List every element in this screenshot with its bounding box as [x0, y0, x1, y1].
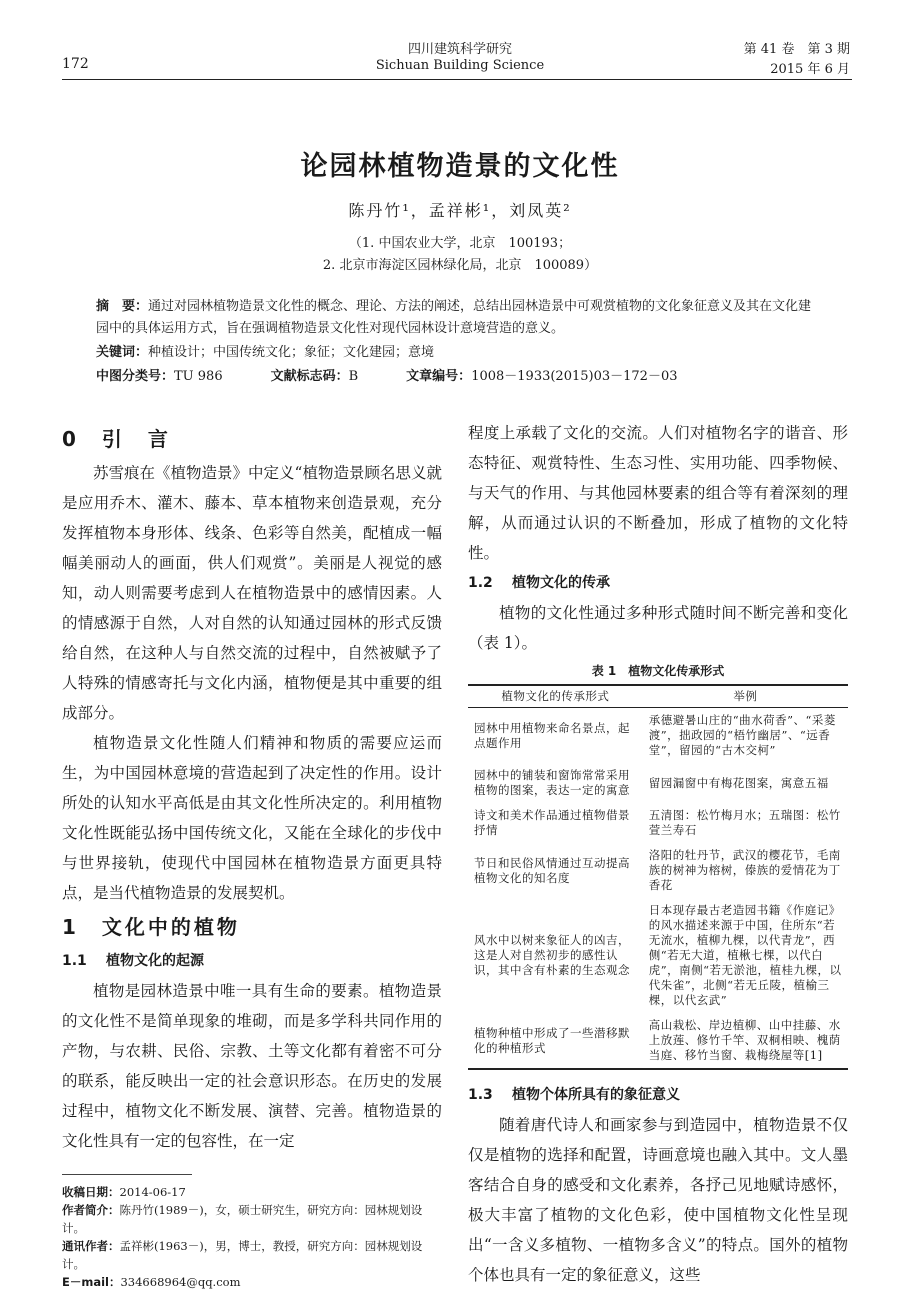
table-row	[468, 763, 848, 803]
left-column	[62, 420, 442, 1291]
subsection-number: 1.2	[468, 575, 493, 591]
paragraph: 植物是园林造景中唯一具有生命的要素。植物造景的文化性不是简单现象的堆砌，而是多学科共同作用的产物，与农耕、民俗、宗教、土等文化都有着密不可分的联系，能反映出一定的社会意识形态。在历史的发展过程中，植物文化不断发展、演替、完善。植物造景的文化性具有一定的包容性，在一定	[62, 982, 442, 1150]
table-caption: 表 1 植物文化传承形式	[591, 664, 725, 678]
subsection-number: 1.3	[468, 1087, 493, 1103]
table-cell-form: 园林中的铺装和窗饰常常采用植物的图案，表达一定的寓意	[474, 768, 630, 797]
table-plant-culture	[468, 684, 848, 1070]
table-row	[468, 898, 848, 1013]
paragraph: 程度上承载了文化的交流。人们对植物名字的谐音、形态特征、观赏特性、生态习性、实用功能、四季物候、与天气的作用、与其他园林要素的组合等有着深刻的理解，从而通过认识的不断叠加，形成了植物的文化特性。	[468, 424, 848, 562]
volume: 第 41 卷 第 3 期	[743, 42, 850, 57]
keywords-text: 种植设计；中国传统文化；象征；文化建园；意境	[148, 345, 435, 360]
article-number: 1008－1933(2015)03－172－03	[471, 369, 678, 384]
footnote-rule	[62, 1174, 192, 1175]
keywords-label: 关键词：	[96, 345, 149, 360]
bio-label: 作者简介：	[62, 1203, 120, 1217]
article-label: 文章编号：	[406, 369, 472, 384]
corr-label: 通讯作者：	[62, 1239, 120, 1253]
page-number: 172	[62, 56, 89, 72]
subsection-heading-1-2	[468, 568, 848, 598]
table-row	[468, 803, 848, 843]
right-column	[468, 418, 848, 1290]
doc-code: B	[348, 369, 359, 384]
paragraph: 随着唐代诗人和画家参与到造园中，植物造景不仅仅是植物的选择和配置，诗画意境也融入其中。文人墨客结合自身的感受和文化素养，各抒己见地赋诗感怀，极大丰富了植物的文化色彩，使中国植物文化性呈现出“一含义多植物、一植物多含义”的特点。国外的植物个体也具有一定的象征意义，这些	[468, 1116, 848, 1284]
author-bio: 陈丹竹(1989－)，女，硕士研究生，研究方向：园林规划设计。	[62, 1203, 423, 1235]
classification	[96, 366, 824, 388]
subsection-title: 植物个体所具有的象征意义	[512, 1087, 680, 1103]
table-cell-example: 留园漏窗中有梅花图案，寓意五福	[648, 775, 829, 790]
table-cell-form: 园林中用植物来命名景点，起点题作用	[474, 720, 630, 750]
table-cell-form: 风水中以树来象征人的凶吉，这是人对自然初步的感性认识，其中含有朴素的生态观念	[474, 933, 630, 977]
affiliation-2: 2. 北京市海淀区园林绿化局，北京 100089）	[322, 258, 598, 273]
doc-label: 文献标志码：	[270, 369, 349, 384]
table-cell-example: 洛阳的牡丹节，武汉的樱花节，毛南族的树神为榕树，傣族的爱情花为丁香花	[648, 848, 841, 892]
paragraph: 植物的文化性通过多种形式随时间不断完善和变化（表 1）。	[468, 604, 848, 652]
abstract-text: 通过对园林植物造景文化性的概念、理论、方法的阐述，总结出园林造景中可观赏植物的文化象征意义及其在文化建园中的具体运用方式，旨在强调植物造景文化性对现代园林设计意境营造的意义。	[96, 299, 812, 336]
footnotes	[62, 1183, 442, 1291]
subsection-heading-1-3	[468, 1080, 848, 1110]
table-cell-example: 高山栽松、岸边植柳、山中挂藤、水上放莲、修竹千竿、双桐相映、槐荫当庭、移竹当窗、栽梅绕屋等[1]	[643, 1013, 848, 1069]
table-row	[468, 1013, 848, 1069]
journal-title-en: Sichuan Building Science	[375, 58, 545, 73]
table-row	[468, 843, 848, 898]
table-row	[468, 708, 848, 764]
table-cell-form: 诗文和美术作品通过植物借景抒情	[474, 808, 630, 837]
table-cell-form: 节日和民俗风情通过互动提高植物文化的知名度	[474, 855, 630, 885]
section-heading-intro: 0 引 言	[62, 427, 171, 451]
clc-code: TU 986	[174, 369, 223, 384]
table-cell-example: 承德避暑山庄的“曲水荷香”、“采菱渡”，拙政园的“梧竹幽居”、“远香堂”，留园的“古木交柯”	[648, 713, 836, 757]
clc-label: 中图分类号：	[96, 369, 175, 384]
header-rule	[62, 79, 852, 80]
corresponding-author: 孟祥彬(1963－)，男，博士，教授，研究方向：园林规划设计。	[62, 1239, 423, 1271]
table-header: 举例	[643, 685, 848, 708]
paragraph: 苏雪痕在《植物造景》中定义“植物造景顾名思义就是应用乔木、灌木、藤本、草本植物来创造景观，充分发挥植物本身形体、线条、色彩等自然美，配植成一幅幅美丽动人的画面，供人们观赏”。美丽是人视觉的感知，动人则需要考虑到人在植物造景中的感情因素。人的情感源于自然，人对自然的认知通过园林的形式反馈给自然，在这种人与自然交流的过程中，自然被赋予了人特殊的情感寄托与文化内涵，植物便是其中重要的组成部分。	[62, 464, 442, 722]
subsection-title: 植物文化的起源	[106, 953, 204, 969]
issue-date: 2015 年 6 月	[770, 62, 850, 77]
subsection-title: 植物文化的传承	[512, 575, 610, 591]
table-header: 植物文化的传承形式	[468, 685, 643, 708]
keywords	[96, 342, 824, 364]
paper-title: 论园林植物造景的文化性	[300, 151, 620, 182]
affiliation-1: （1. 中国农业大学，北京 100193；	[348, 236, 572, 251]
email[interactable]: 334668964@qq.com	[120, 1275, 241, 1289]
journal-title-cn: 四川建筑科学研究	[407, 42, 512, 57]
table-cell-form: 植物种植中形成了一些潜移默化的种植形式	[468, 1013, 643, 1069]
table-cell-example: 日本现存最古老造园书籍《作庭记》的风水描述来源于中国，住所东“若无流水，植柳九棵，以代青龙”，西侧“若无大道，植楸七棵，以代白虎”，南侧“若无淤池，植桂九棵，以代朱雀”，北侧“若无丘陵，植榆三棵，以代玄武”	[648, 903, 842, 1007]
subsection-number: 1.1	[62, 953, 87, 969]
subsection-heading-1-1	[62, 946, 442, 976]
email-label: E－mail：	[62, 1275, 121, 1289]
authors: 陈丹竹¹，孟祥彬¹，刘凤英²	[348, 201, 572, 220]
table-cell-example: 五清图：松竹梅月水；五瑞图：松竹萱兰寿石	[648, 808, 841, 837]
received-label: 收稿日期：	[62, 1185, 120, 1199]
abstract-label: 摘 要：	[96, 299, 149, 314]
abstract	[96, 296, 824, 340]
paragraph: 植物造景文化性随人们精神和物质的需要应运而生，为中国园林意境的营造起到了决定性的作用。设计所处的认知水平高低是由其文化性所决定的。利用植物文化性既能弘扬中国传统文化，又能在全球化的步伐中与世界接轨，使现代中国园林在植物造景方面更具特点，是当代植物造景的发展契机。	[62, 734, 442, 902]
section-heading-1: 1 文化中的植物	[62, 915, 240, 939]
received-date: 2014-06-17	[119, 1185, 186, 1199]
